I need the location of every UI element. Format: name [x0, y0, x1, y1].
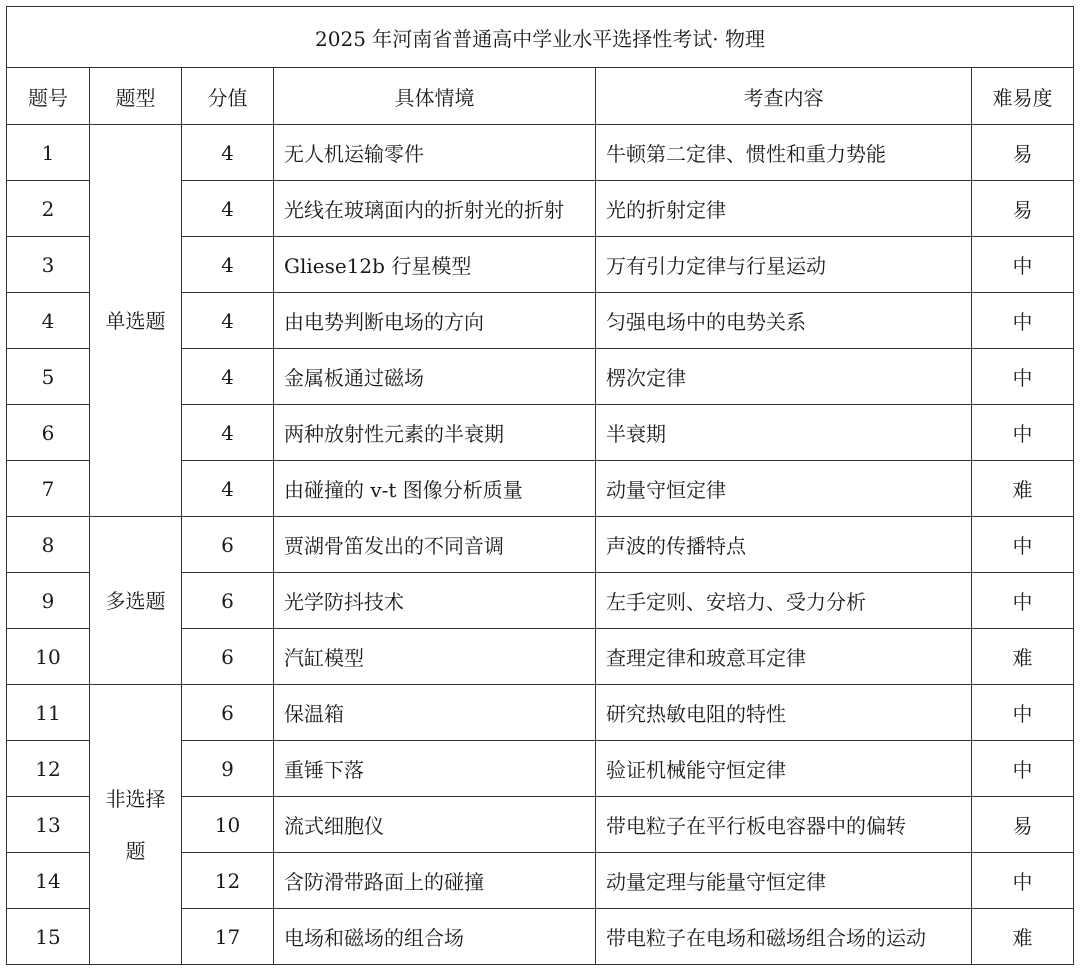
- group-multi: 多选题: [90, 517, 182, 685]
- row-score: 6: [182, 629, 274, 685]
- row-context: 金属板通过磁场: [274, 349, 596, 405]
- exam-table: [6, 6, 1074, 965]
- row-difficulty: 中: [972, 741, 1074, 797]
- group-single: 单选题: [90, 125, 182, 517]
- row-num: 8: [7, 517, 90, 573]
- row-content: 研究热敏电阻的特性: [596, 685, 972, 741]
- row-num: 12: [7, 741, 90, 797]
- row-num: 4: [7, 293, 90, 349]
- row-content: 带电粒子在平行板电容器中的偏转: [596, 797, 972, 853]
- header-context: 具体情境: [274, 68, 596, 125]
- row-score: 6: [182, 573, 274, 629]
- table-row: [7, 517, 1074, 573]
- row-num: 11: [7, 685, 90, 741]
- row-context: 由电势判断电场的方向: [274, 293, 596, 349]
- row-context: 贾湖骨笛发出的不同音调: [274, 517, 596, 573]
- row-score: 10: [182, 797, 274, 853]
- row-num: 2: [7, 181, 90, 237]
- row-content: 验证机械能守恒定律: [596, 741, 972, 797]
- row-difficulty: 中: [972, 685, 1074, 741]
- row-num: 10: [7, 629, 90, 685]
- row-score: 12: [182, 853, 274, 909]
- table-row: [7, 685, 1074, 741]
- row-difficulty: 中: [972, 293, 1074, 349]
- header-num: 题号: [7, 68, 90, 125]
- header-score: 分值: [182, 68, 274, 125]
- row-context: 流式细胞仪: [274, 797, 596, 853]
- row-content: 牛顿第二定律、惯性和重力势能: [596, 125, 972, 181]
- row-context: 无人机运输零件: [274, 125, 596, 181]
- row-difficulty: 易: [972, 797, 1074, 853]
- row-difficulty: 易: [972, 125, 1074, 181]
- row-score: 4: [182, 237, 274, 293]
- group-non-label: 非选择题: [105, 786, 166, 863]
- row-difficulty: 中: [972, 853, 1074, 909]
- table-row: [7, 125, 1074, 181]
- row-num: 7: [7, 461, 90, 517]
- row-score: 6: [182, 685, 274, 741]
- row-num: 14: [7, 853, 90, 909]
- row-content: 匀强电场中的电势关系: [596, 293, 972, 349]
- row-context: 重锤下落: [274, 741, 596, 797]
- row-content: 半衰期: [596, 405, 972, 461]
- row-content: 万有引力定律与行星运动: [596, 237, 972, 293]
- row-score: 4: [182, 405, 274, 461]
- row-num: 1: [7, 125, 90, 181]
- row-score: 4: [182, 181, 274, 237]
- row-difficulty: 易: [972, 181, 1074, 237]
- row-score: 4: [182, 293, 274, 349]
- row-score: 4: [182, 125, 274, 181]
- row-context: 保温箱: [274, 685, 596, 741]
- row-context: 光线在玻璃面内的折射光的折射: [274, 181, 596, 237]
- row-content: 左手定则、安培力、受力分析: [596, 573, 972, 629]
- row-difficulty: 中: [972, 517, 1074, 573]
- row-content: 光的折射定律: [596, 181, 972, 237]
- header-content: 考查内容: [596, 68, 972, 125]
- row-num: 6: [7, 405, 90, 461]
- row-num: 9: [7, 573, 90, 629]
- row-content: 楞次定律: [596, 349, 972, 405]
- row-score: 9: [182, 741, 274, 797]
- row-score: 4: [182, 349, 274, 405]
- row-score: 6: [182, 517, 274, 573]
- row-content: 声波的传播特点: [596, 517, 972, 573]
- row-content: 带电粒子在电场和磁场组合场的运动: [596, 909, 972, 965]
- row-content: 查理定律和玻意耳定律: [596, 629, 972, 685]
- row-context: 含防滑带路面上的碰撞: [274, 853, 596, 909]
- row-difficulty: 难: [972, 629, 1074, 685]
- row-score: 4: [182, 461, 274, 517]
- row-difficulty: 中: [972, 349, 1074, 405]
- row-context: 由碰撞的 v-t 图像分析质量: [274, 461, 596, 517]
- row-num: 3: [7, 237, 90, 293]
- row-num: 15: [7, 909, 90, 965]
- row-difficulty: 中: [972, 237, 1074, 293]
- row-num: 13: [7, 797, 90, 853]
- row-score: 17: [182, 909, 274, 965]
- row-difficulty: 中: [972, 573, 1074, 629]
- row-context: 两种放射性元素的半衰期: [274, 405, 596, 461]
- row-context: 汽缸模型: [274, 629, 596, 685]
- row-difficulty: 难: [972, 461, 1074, 517]
- row-difficulty: 难: [972, 909, 1074, 965]
- row-context: 电场和磁场的组合场: [274, 909, 596, 965]
- row-content: 动量定理与能量守恒定律: [596, 853, 972, 909]
- group-non: [90, 685, 182, 965]
- header-type: 题型: [90, 68, 182, 125]
- row-context: 光学防抖技术: [274, 573, 596, 629]
- row-num: 5: [7, 349, 90, 405]
- row-context: Gliese12b 行星模型: [274, 237, 596, 293]
- row-content: 动量守恒定律: [596, 461, 972, 517]
- header-difficulty: 难易度: [972, 68, 1074, 125]
- row-difficulty: 中: [972, 405, 1074, 461]
- table-title: 2025 年河南省普通高中学业水平选择性考试· 物理: [7, 7, 1074, 68]
